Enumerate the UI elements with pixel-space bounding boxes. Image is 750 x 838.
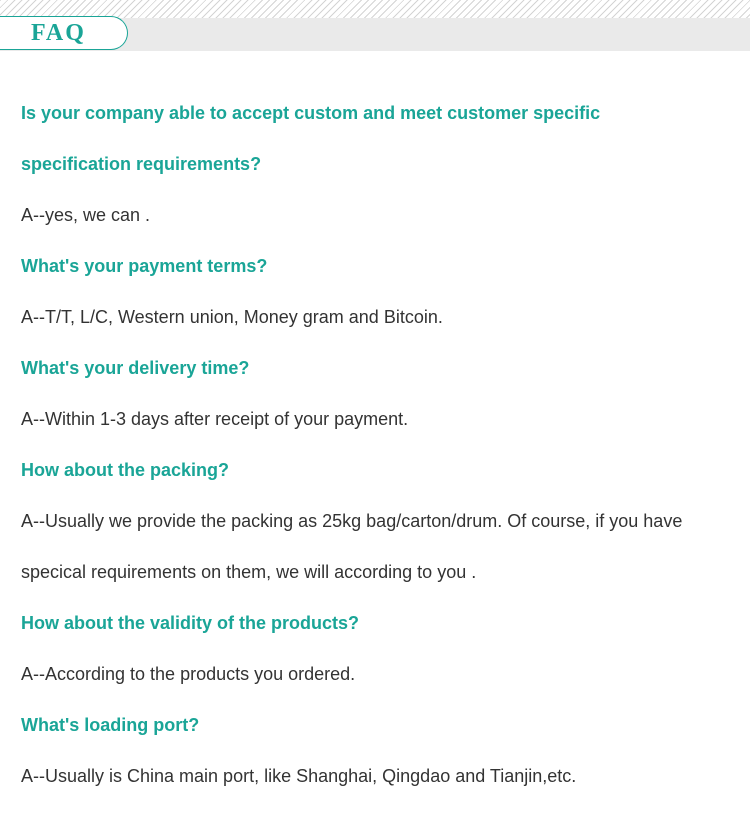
faq-item [21,88,736,241]
faq-answer: A--According to the products you ordered. [21,664,356,684]
faq-answer: A--Usually we provide the packing as 25kg bag/carton/drum. Of course, if you have [21,511,683,531]
faq-question: What's your payment terms? [21,256,268,276]
faq-item [21,343,736,445]
faq-question: What's loading port? [21,715,200,735]
faq-question: specification requirements? [21,154,262,174]
faq-question: How about the validity of the products? [21,613,360,633]
faq-answer: A--Within 1-3 days after receipt of your payment. [21,409,409,429]
faq-header [0,0,750,52]
faq-answer: specical requirements on them, we will according to you . [21,562,477,582]
faq-question: How about the packing? [21,460,230,480]
faq-question: Is your company able to accept custom and meet customer specific [21,103,601,123]
faq-item [21,700,736,802]
faq-answer: A--T/T, L/C, Western union, Money gram and Bitcoin. [21,307,443,327]
faq-item [21,241,736,343]
faq-item [21,445,736,598]
faq-answer: A--yes, we can . [21,205,151,225]
faq-item [21,598,736,700]
page-title: FAQ [31,20,86,46]
faq-list [21,88,736,802]
faq-answer: A--Usually is China main port, like Shanghai, Qingdao and Tianjin,etc. [21,766,577,786]
faq-question: What's your delivery time? [21,358,250,378]
